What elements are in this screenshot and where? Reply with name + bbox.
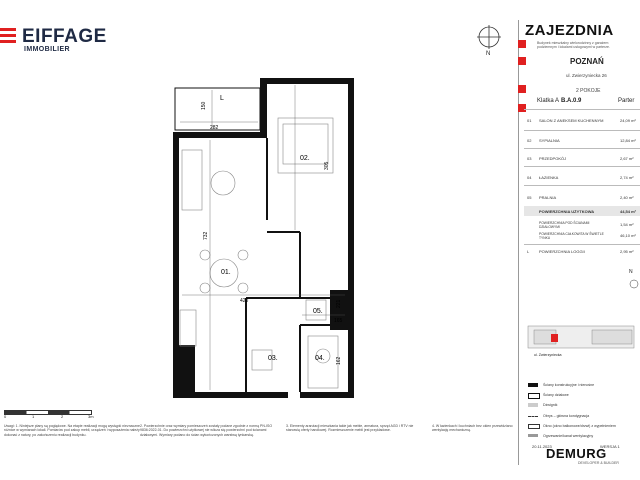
furniture [180, 118, 338, 388]
note-4: 4. W łazienkach i kuchniach bez okien przewidziano wentylację mechaniczną. [432, 424, 513, 433]
floor-plan [150, 60, 520, 400]
dim-162: 162 [336, 356, 342, 365]
legend-swatch-lift [528, 403, 538, 407]
legend-swatch-outline [528, 416, 538, 417]
dim-305: 305 [324, 161, 330, 170]
unit-code: B.A.0.9 [561, 98, 582, 104]
under-walls-label: POWIERZCHNIA POD ŚCIANAMI DZIAŁOWYMI [539, 221, 590, 229]
unit-floor: Parter [618, 98, 635, 104]
scale-label-1: 1 [32, 414, 35, 419]
partner-logo: DEMURG [546, 446, 607, 461]
brand-subtitle: IMMOBILIER [24, 46, 70, 53]
usable-area-value: 44,54 m² [620, 209, 637, 214]
legend-swatch-walls [528, 383, 538, 387]
dim-420: 420 [240, 298, 249, 304]
legend-item: Okno (okno balkonowe/drzwi) z wypełnieniem [543, 424, 616, 428]
scale-label-2: 2 [61, 414, 64, 419]
accent-mark [518, 57, 526, 65]
minimap-north: N [629, 269, 633, 275]
loggia-label: L [220, 95, 224, 102]
room-05-label: 05. [313, 308, 323, 315]
compass-north-label: N [486, 51, 491, 57]
legend-item: Ściany konstrukcyjne i nienośne [543, 383, 595, 387]
partner-subtitle: DEVELOPER & BUILDER [578, 461, 619, 465]
under-walls-value: 1,54 m² [620, 222, 634, 227]
compass-icon [474, 22, 504, 52]
note-3: 3. Elementy aranżacji mieszkania takie jak meble, armatura, sprzęt AGD i RTV nie stanowią oferty handlowej. Rozmieszczenie mebli jest przykładowe. [286, 424, 414, 433]
site-minimap [522, 268, 640, 366]
scale-label-0: 0 [4, 414, 7, 419]
room-02-label: 02. [300, 155, 310, 162]
accent-mark [518, 85, 526, 93]
project-description: Budynek mieszkalny wielorodzinny z garażem podziemnym i lokalami usługowymi w parterze. [537, 41, 610, 49]
dim-165: 165 [334, 318, 343, 324]
legend-item: Dźwignik [543, 403, 558, 407]
legend-item: Ogrzewanie/kanał wentylacyjny [543, 434, 594, 438]
note-1: Uwagi: 1. Niniejsze plany są poglądowe. Na etapie realizacji mogą wystąpić nieznaczne różnice w wymiarach lokali. Pomiarów pod zakup mebli, urządzeń i wyposażenia należy dokonać z natury, po zakończeniu realizacji budynku. [4, 424, 140, 437]
issue-date: 20.11.2023 [532, 444, 552, 449]
note-2: 2. Powierzchnie oraz wymiary pomieszczeń zostały podane zgodnie z normą PN-ISO 9836:2022-01. Do powierzchni użytkowej nie wlicza się powierzchni pod ścianami działowymi. Wymiary podano do ścian wykończonych warstwą tynkarską. [140, 424, 273, 437]
eiffage-mark-icon [0, 26, 20, 46]
scale-label-3: 3m [88, 414, 94, 419]
legend-item: Ściany działowe [543, 393, 569, 397]
total-area-value: 46,10 m² [620, 233, 636, 238]
room-01-label: 01. [221, 269, 231, 276]
partitions [246, 138, 348, 392]
legend-swatch-partitions [528, 393, 540, 399]
loggia-area: 2,95 m² [620, 249, 634, 254]
loggia-label-row: POWIERZCHNIA LOGGII [539, 249, 585, 254]
brand-name: EIFFAGE [22, 26, 107, 47]
project-city: POZNAŃ [570, 57, 604, 66]
legend-swatch-window [528, 424, 540, 429]
dim-150: 150 [201, 101, 207, 110]
accent-mark [518, 40, 526, 48]
project-title: ZAJEZDNIA [525, 22, 614, 39]
usable-area-label: POWIERZCHNIA UŻYTKOWA [539, 209, 595, 214]
total-area-label: POWIERZCHNIA CAŁKOWITA W ŚWIETLE TYNKU [539, 232, 604, 240]
legend-swatch-vent [528, 434, 538, 437]
project-street: ul. Zwierzyniecka 26 [566, 73, 607, 78]
loggia [175, 88, 260, 130]
legend-item: Obrys – główna kondygnacja [543, 414, 590, 418]
dim-282: 282 [210, 125, 219, 131]
accent-mark [518, 104, 526, 112]
room-03-label: 03. [268, 355, 278, 362]
loggia-no: L [527, 249, 530, 254]
staircase-label: Klatka A [537, 98, 560, 104]
room-04-label: 04. [315, 355, 325, 362]
dim-221: 221 [336, 299, 342, 308]
scale-bar [4, 410, 94, 422]
dim-732: 732 [203, 231, 209, 240]
minimap-street: ul. Zwierzyniecka [534, 353, 562, 357]
issue-version: WERSJA 1 [600, 444, 620, 449]
rooms-count: 2 POKOJE [576, 88, 601, 94]
